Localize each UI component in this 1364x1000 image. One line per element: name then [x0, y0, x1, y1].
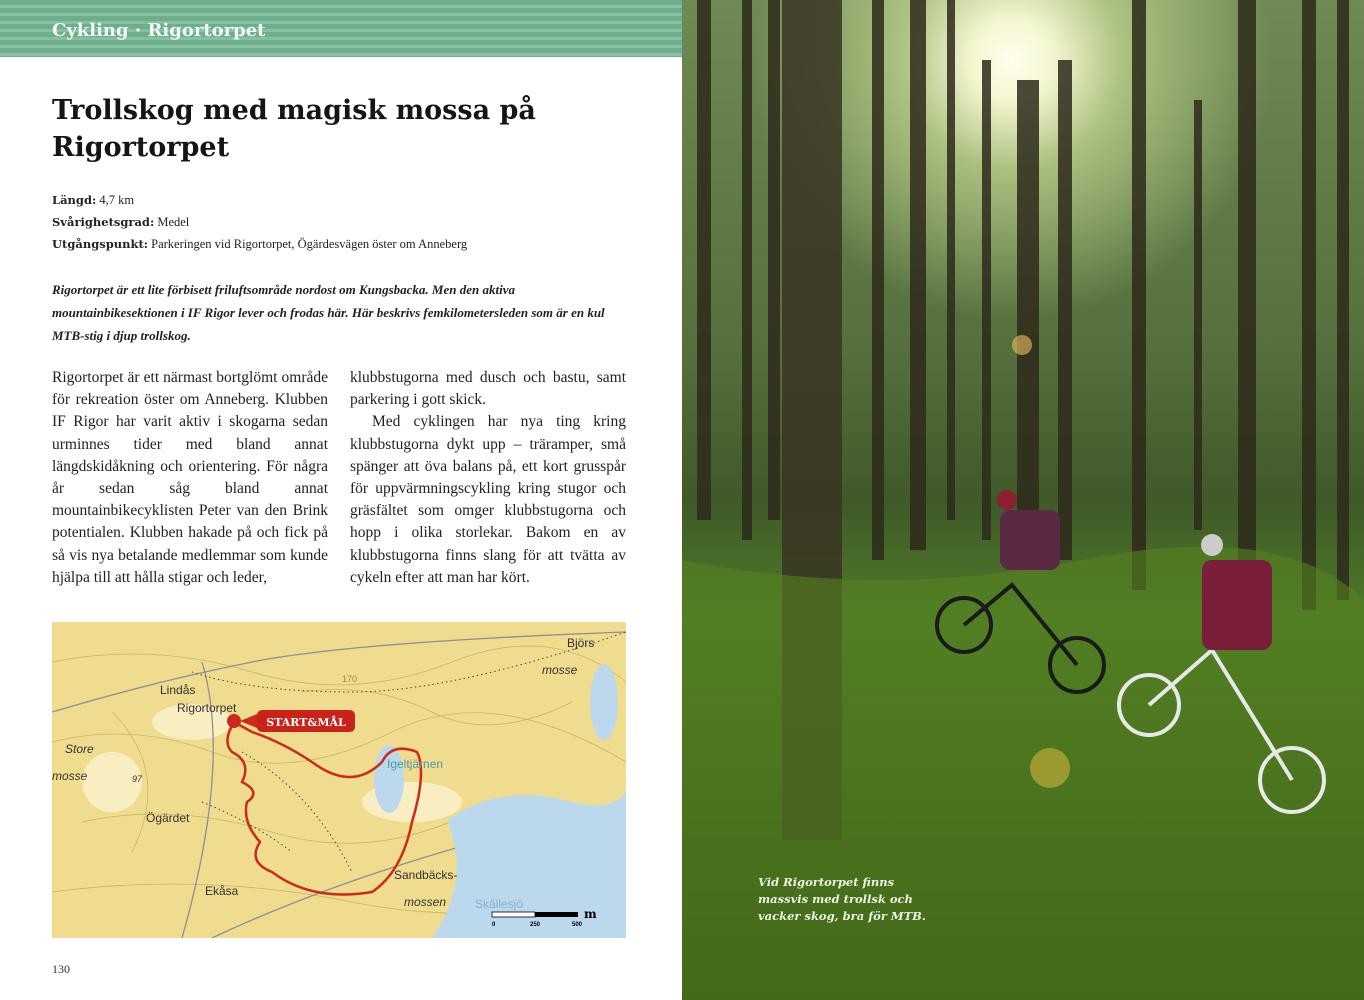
meta-value: Parkeringen vid Rigortorpet, Ögärdesvägen öster om Anneberg: [151, 237, 468, 251]
meta-difficulty: [52, 215, 189, 230]
map-label: 170: [342, 674, 358, 684]
map-label: Ekåsa: [205, 884, 239, 898]
photo-caption: Vid Rigortorpet finns massvis med trollsk och vacker skog, bra för MTB.: [758, 875, 926, 923]
map-label: mossen: [404, 895, 447, 909]
map-label: mosse: [52, 769, 88, 783]
body-paragraph: Rigortorpet är ett närmast bortglömt område för rekreation öster om Anneberg. Klubben IF Rigor har varit aktiv i skogarna sedan urminnes tider med bland annat längdskidåkning och orientering. För några år sedan såg bland annat mountainbikecyklisten Peter van den Brink potentialen. Klubben hakade på och fick på så vis nya betalande medlemmar som kunde hjälpa till att hålla stigar och leder,: [52, 369, 328, 586]
meta-value: 4,7 km: [99, 193, 135, 207]
section-header-band: [0, 0, 682, 57]
scale-tick: 0: [492, 922, 496, 928]
scale-tick: 500: [572, 922, 583, 928]
meta-label: Utgångspunkt:: [52, 237, 148, 251]
body-column-1: [52, 367, 328, 589]
start-label: START&MÅL: [266, 716, 346, 729]
meta-length: [52, 193, 134, 208]
body-paragraph: Med cyklingen har nya ting kring klubbstugorna dykt upp – träramper, små spänger att öva balans på, ett kort grusspår för uppvärmningscykling kring stugor och gräsfältet som omger klubbstugorna och hopp i olika storlekar. Bakom en av klubbstugorna finns slang för att tvätta av cykeln efter att man har kört.: [350, 413, 626, 586]
page-number: 130: [52, 962, 70, 976]
map-label: Skällesjö: [475, 897, 524, 911]
meta-start-point: [52, 237, 467, 252]
map-label: Sandbäcks-: [394, 868, 458, 882]
map-label: Igeltjärnen: [387, 757, 444, 771]
place-name: Rigortorpet: [147, 20, 266, 41]
separator: ·: [134, 20, 142, 41]
map-label: mosse: [542, 663, 578, 677]
scale-tick: 250: [530, 922, 541, 928]
map-label: 97: [132, 774, 143, 784]
map-label: Ögärdet: [146, 811, 190, 825]
meta-label: Svårighetsgrad:: [52, 215, 155, 229]
section-header: [52, 20, 265, 41]
article-title: Trollskog med magisk mossa på Rigortorpet: [52, 95, 536, 163]
map-label: Björs: [567, 636, 595, 650]
lead-paragraph: Rigortorpet är ett lite förbisett friluftsområde nordost om Kungsbacka. Men den aktiva mountainbikesektionen i IF Rigor lever och frodas här. Här beskrivs femkilometersleden som är en kul MTB-stig i djup trollskog.: [52, 282, 605, 343]
meta-value: Medel: [157, 215, 190, 229]
start-marker: [227, 714, 241, 728]
body-paragraph: klubbstugorna med dusch och bastu, samt parkering i gott skick.: [350, 369, 626, 409]
map-label: Lindås: [160, 683, 196, 697]
map-label: Rigortorpet: [177, 701, 237, 715]
map-label: Store: [65, 742, 94, 756]
section-name: Cykling: [52, 20, 129, 41]
route-map: [52, 622, 626, 938]
meta-label: Längd:: [52, 193, 97, 207]
forest-cycling-photo: [682, 0, 1364, 1000]
scale-unit: m: [584, 907, 597, 921]
body-column-2: [350, 367, 626, 589]
